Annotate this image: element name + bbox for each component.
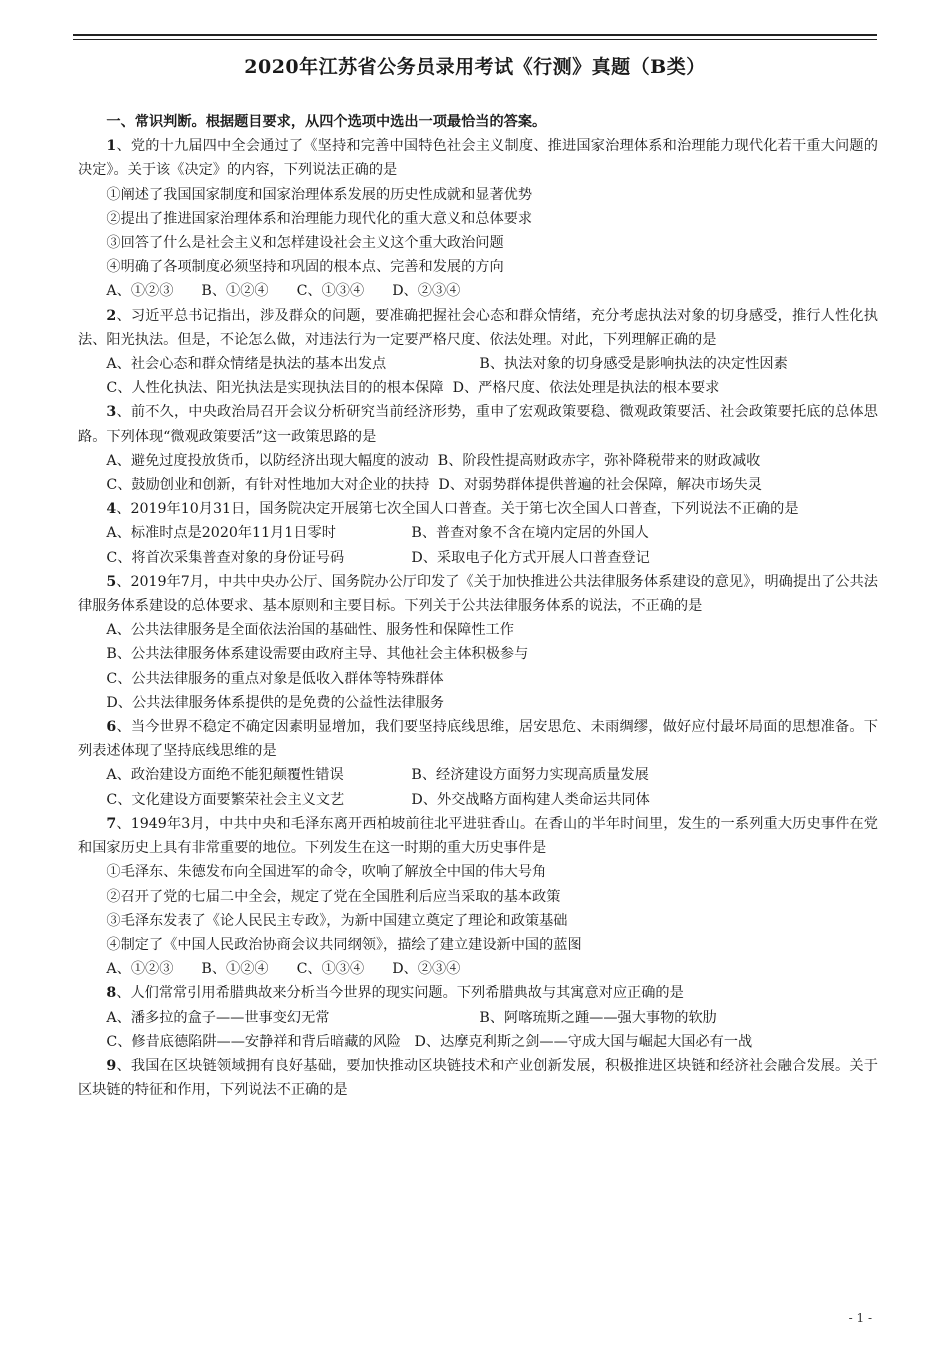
option-c: C、鼓励创业和创新，有针对性地加大对企业的扶持	[106, 477, 430, 494]
document-body	[78, 110, 878, 1102]
option-b: B、普查对象不含在境内定居的外国人	[411, 525, 649, 542]
option-b: B、阶段性提高财政赤字，弥补降税带来的财政减收	[437, 452, 761, 469]
option-d: D、②③④	[392, 961, 461, 978]
question-number: 6	[106, 719, 117, 736]
question-8	[78, 981, 878, 1054]
question-stem: 、当今世界不稳定不确定因素明显增加，我们要坚持底线思维，居安思危、未雨绸缪，做好应付最坏局面的思想准备。下列表述体现了坚持底线思维的是	[78, 719, 878, 760]
option-d: D、采取电子化方式开展人口普查登记	[411, 549, 650, 566]
option-b: B、阿喀琉斯之踵——强大事物的软肋	[479, 1009, 717, 1026]
option-a: A、社会心态和群众情绪是执法的基本出发点	[106, 356, 387, 373]
question-stem: 、人们常常引用希腊典故来分析当今世界的现实问题。下列希腊典故与其寓意对应正确的是	[116, 985, 684, 1002]
statement-item: ③回答了什么是社会主义和怎样建设社会主义这个重大政治问题	[106, 235, 504, 252]
option-a: A、①②③	[106, 961, 174, 978]
question-number: 5	[106, 573, 117, 590]
option-a: A、政治建设方面绝不能犯颠覆性错误	[106, 767, 344, 784]
question-6	[78, 715, 878, 812]
option-c: C、修昔底德陷阱——安静祥和背后暗藏的风险	[106, 1033, 401, 1050]
top-rule	[73, 34, 877, 36]
option-b: B、①②④	[201, 283, 269, 300]
question-number: 8	[106, 985, 117, 1002]
statement-item: ③毛泽东发表了《论人民民主专政》，为新中国建立奠定了理论和政策基础	[106, 912, 568, 929]
option-b: B、①②④	[201, 961, 269, 978]
question-stem: 、2019年7月，中共中央办公厅、国务院办公厅印发了《关于加快推进公共法律服务体系建设的意见》，明确提出了公共法律服务体系建设的总体要求、基本原则和主要目标。下列关于公共法律服务体系的说法，不正确的是	[78, 573, 878, 615]
answer-options	[78, 957, 878, 981]
option-d: D、达摩克利斯之剑——守成大国与崛起大国必有一战	[414, 1033, 753, 1050]
option-a: A、避免过度投放货币，以防经济出现大幅度的波动	[106, 452, 429, 469]
question-stem: 、党的十九届四中全会通过了《坚持和完善中国特色社会主义制度、推进国家治理体系和治理能力现代化若干重大问题的决定》。关于该《决定》的内容，下列说法正确的是	[78, 138, 878, 179]
option-c: C、将首次采集普查对象的身份证号码	[106, 549, 345, 566]
option-d: D、公共法律服务体系提供的是免费的公益性法律服务	[106, 694, 445, 711]
question-stem: 、前不久，中央政治局召开会议分析研究当前经济形势，重申了宏观政策要稳、微观政策要活、社会政策要托底的总体思路。下列体现“微观政策要活”这一政策思路的是	[78, 404, 878, 445]
question-5	[78, 570, 878, 715]
question-3	[78, 400, 878, 497]
question-1	[78, 134, 878, 303]
option-a: A、潘多拉的盒子——世事变幻无常	[106, 1009, 330, 1026]
document-title: 2020年江苏省公务员录用考试《行测》真题（B类）	[244, 56, 706, 78]
statement-item: ①毛泽东、朱德发布向全国进军的命令，吹响了解放全中国的伟大号角	[106, 864, 547, 881]
option-c: C、人性化执法、阳光执法是实现执法目的的根本保障	[106, 380, 444, 397]
statement-item: ②召开了党的七届二中全会，规定了党在全国胜利后应当采取的基本政策	[106, 888, 561, 905]
question-number: 9	[106, 1057, 117, 1074]
option-d: D、外交战略方面构建人类命运共同体	[411, 791, 650, 808]
statement-item: ①阐述了我国国家制度和国家治理体系发展的历史性成就和显著优势	[106, 186, 533, 203]
option-c: C、公共法律服务的重点对象是低收入群体等特殊群体	[106, 670, 444, 687]
option-b: B、执法对象的切身感受是影响执法的决定性因素	[479, 356, 788, 373]
option-c: C、文化建设方面要繁荣社会主义文艺	[106, 791, 345, 808]
question-stem: 、我国在区块链领域拥有良好基础，要加快推动区块链技术和产业创新发展，积极推进区块链和经济社会融合发展。关于区块链的特征和作用，下列说法不正确的是	[78, 1057, 878, 1099]
question-stem: 、习近平总书记指出，涉及群众的问题，要准确把握社会心态和群众情绪，充分考虑执法对象的切身感受，推行人性化执法、阳光执法。但是，不论怎么做，对违法行为一定要严格尺度、依法处理。对此，下列理解正确的是	[78, 307, 878, 348]
option-a: A、标准时点是2020年11月1日零时	[106, 525, 336, 542]
question-stem: 、1949年3月，中共中央和毛泽东离开西柏坡前往北平进驻香山。在香山的半年时间里，发生的一系列重大历史事件在党和国家历史上具有非常重要的地位。下列发生在这一时期的重大历史事件是	[78, 815, 878, 857]
page-number: - 1 -	[848, 1311, 872, 1325]
section-heading: 一、常识判断。根据题目要求，从四个选项中选出一项最恰当的答案。	[106, 114, 547, 130]
question-number: 2	[106, 307, 117, 324]
top-rule-thin	[73, 39, 877, 40]
option-d: D、严格尺度、依法处理是执法的根本要求	[452, 380, 720, 397]
option-a: A、公共法律服务是全面依法治国的基础性、服务性和保障性工作	[106, 622, 514, 639]
option-d: D、②③④	[392, 283, 461, 300]
question-4	[78, 497, 878, 570]
question-stem: 、2019年10月31日，国务院决定开展第七次全国人口普查。关于第七次全国人口普查，下列说法不正确的是	[116, 501, 799, 518]
answer-options	[78, 279, 878, 303]
statement-item: ④明确了各项制度必须坚持和巩固的根本点、完善和发展的方向	[106, 259, 504, 276]
option-c: C、①③④	[296, 283, 365, 300]
option-d: D、对弱势群体提供普遍的社会保障，解决市场失灵	[438, 477, 762, 494]
question-7	[78, 812, 878, 981]
option-b: B、公共法律服务体系建设需要由政府主导、其他社会主体积极参与	[106, 646, 529, 663]
statement-item: ②提出了推进国家治理体系和治理能力现代化的重大意义和总体要求	[106, 210, 533, 227]
question-9	[78, 1054, 878, 1102]
statement-item: ④制定了《中国人民政治协商会议共同纲领》，描绘了建立建设新中国的蓝图	[106, 936, 582, 953]
option-a: A、①②③	[106, 283, 174, 300]
question-number: 4	[106, 501, 117, 518]
option-b: B、经济建设方面努力实现高质量发展	[411, 767, 649, 784]
question-number: 1	[106, 138, 117, 155]
question-number: 7	[106, 815, 117, 832]
option-c: C、①③④	[296, 961, 365, 978]
question-number: 3	[106, 404, 117, 421]
question-2	[78, 304, 878, 401]
